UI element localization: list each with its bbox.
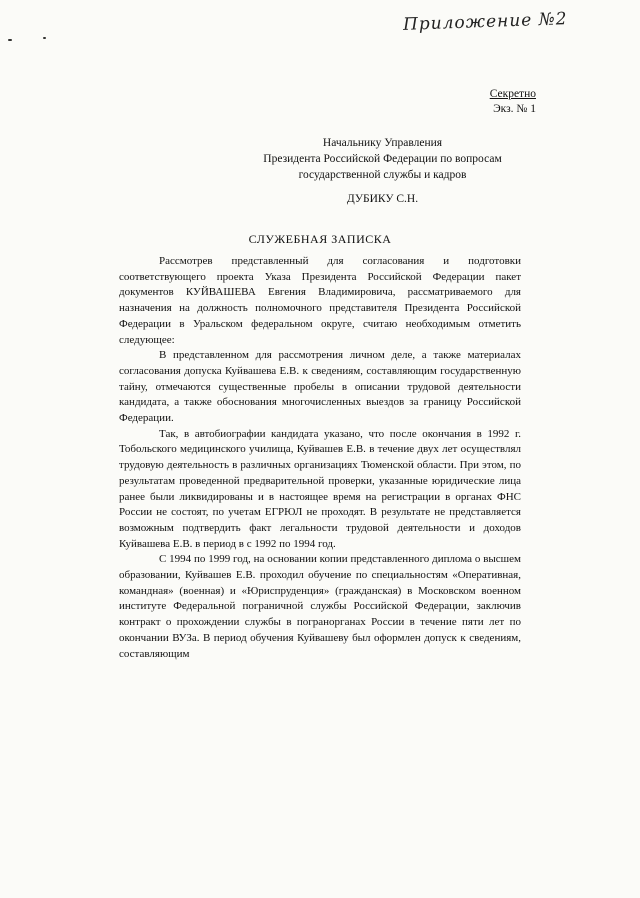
- handwritten-annotation: Приложение №2: [403, 9, 569, 35]
- copy-number: Экз. № 1: [493, 103, 536, 115]
- addressee-line: Президента Российской Федерации по вопросам: [263, 153, 502, 165]
- addressee-block: [240, 135, 525, 183]
- scan-speck: [43, 37, 46, 39]
- document-title: СЛУЖЕБНАЯ ЗАПИСКА: [248, 232, 392, 246]
- body-paragraph: В представленном для рассмотрения личном деле, а также материалах согласования допуска Куйвашева Е.В. к сведениям, составляющим государственную тайну, отмечаются существенные пробелы в описании трудовой деятельности кандидата, а также обоснования многочисленных выездов за границу Российской Федерации.: [119, 349, 521, 425]
- body-paragraph: Так, в автобиографии кандидата указано, что после окончания в 1992 г. Тобольского медицинского училища, Куйвашев Е.В. в течение двух лет осуществлял трудовую деятельность в различных организациях Тюменской области. При этом, по результатам проведенной предварительной проверки, указанные юридические лица ранее были ликвидированы и в настоящее время на регистрации в органах ФНС России не состоят, по учетам ЕГРЮЛ не проходят. В результате не представляется возможным подтвердить факт легальности трудовой деятельности и доходов Куйвашева Е.В. в период в с 1992 по 1994 год.: [119, 427, 521, 550]
- document-body: [119, 254, 521, 662]
- scan-speck: [8, 39, 12, 41]
- body-paragraph: С 1994 по 1999 год, на основании копии представленного диплома о высшем образовании, Куйвашев Е.В. проходил обучение по специальностям «Оперативная, командная» (военная) и «Юриспруденция» (гражданская) в Московском военном институте Федеральной пограничной службы Российской Федерации, заключив контракт о прохождении службы в погранорганах России в течение пяти лет по окончании ВУЗа. В период обучения Куйвашеву был оформлен допуск к сведениям, составляющим: [119, 553, 521, 660]
- body-paragraph: Рассмотрев представленный для согласования и подготовки соответствующего проекта Указа Президента Российской Федерации пакет документов КУЙВАШЕВА Евгения Владимировича, рассматриваемого для назначения на должность полномочного представителя Президента Российской Федерации в Уральском федеральном округе, считаю необходимым отметить следующее:: [119, 255, 521, 346]
- classification-block: [490, 87, 536, 117]
- classification-label: Секретно: [489, 88, 536, 100]
- recipient-name: ДУБИКУ С.Н.: [346, 193, 419, 205]
- addressee-line: Начальнику Управления: [322, 137, 443, 149]
- addressee-line: государственной службы и кадров: [298, 169, 467, 181]
